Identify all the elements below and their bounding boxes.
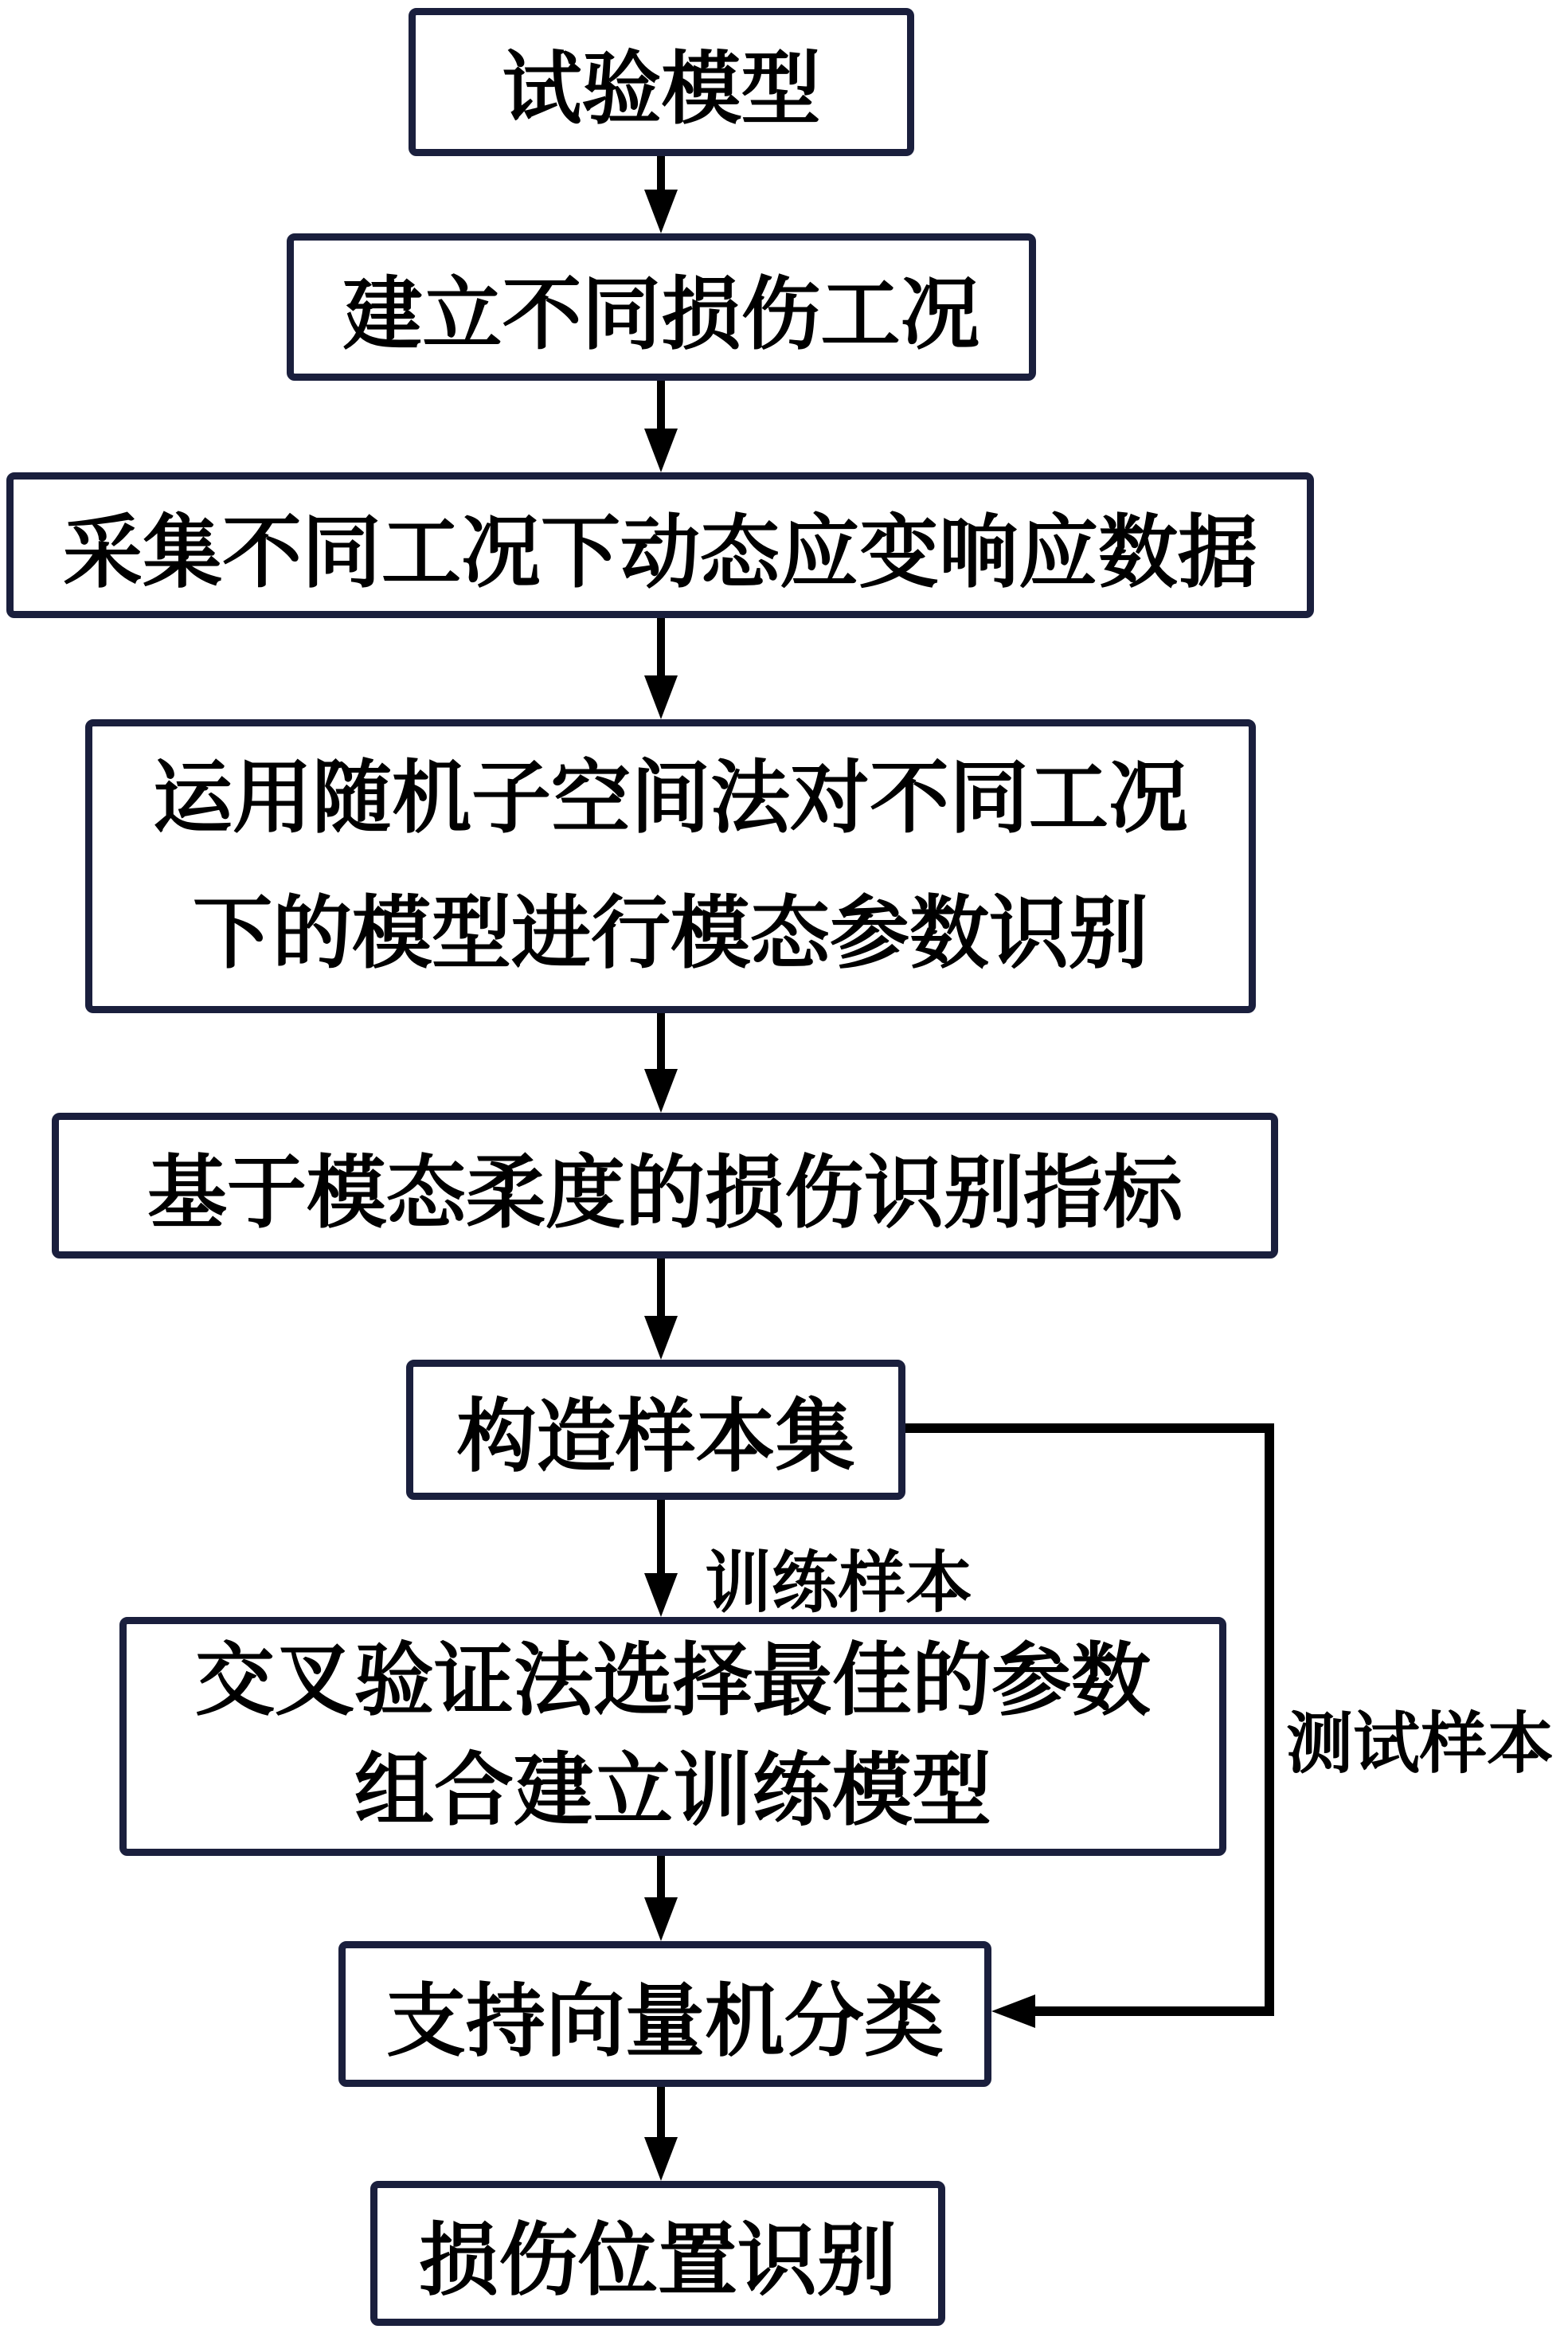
- flow-box-ssi-modal-identification: [85, 719, 1256, 1013]
- flow-box-damage-cases: [287, 233, 1036, 381]
- arrow-shaft-2: [657, 381, 665, 432]
- flow-box-cross-validation-line2: 组合建立训练模型: [354, 1747, 991, 1835]
- flow-box-ssi-line2: 下的模型进行模态参数识别: [193, 889, 1148, 978]
- arrowhead-down-3: [644, 675, 678, 719]
- flow-box-sample-set-label: 构造样本集: [456, 1393, 855, 1482]
- branch-segment-horizontal-bottom: [1034, 2006, 1274, 2016]
- flow-box-sample-set: [406, 1360, 905, 1500]
- flow-box-ssi-line1: 运用随机子空间法对不同工况: [153, 754, 1188, 843]
- branch-segment-horizontal-top: [905, 1423, 1274, 1433]
- arrow-shaft-7: [657, 1856, 665, 1901]
- flow-box-collect-data-label: 采集不同工况下动态应变响应数据: [63, 508, 1257, 597]
- arrowhead-left-into-svm: [991, 1994, 1035, 2028]
- arrow-shaft-3: [657, 618, 665, 679]
- arrowhead-down-4: [644, 1069, 678, 1113]
- flow-box-svm-classification: [338, 1941, 991, 2087]
- flow-box-damage-cases-label: 建立不同损伤工况: [342, 270, 980, 359]
- flow-box-flexibility-index-label: 基于模态柔度的损伤识别指标: [147, 1149, 1183, 1238]
- flow-box-damage-location-label: 损伤位置识别: [419, 2217, 897, 2305]
- arrow-shaft-1: [657, 156, 665, 193]
- arrowhead-down-7: [644, 1897, 678, 1941]
- flow-box-cross-validation: [119, 1617, 1226, 1856]
- arrow-shaft-6: [657, 1500, 665, 1576]
- arrowhead-down-2: [644, 429, 678, 472]
- edge-label-testing-samples: 测试样本: [1286, 1708, 1554, 1782]
- arrow-shaft-5: [657, 1259, 665, 1319]
- flow-box-flexibility-index: [52, 1113, 1278, 1259]
- arrowhead-down-1: [644, 190, 678, 233]
- arrowhead-down-5: [644, 1316, 678, 1360]
- flow-box-svm-classification-label: 支持向量机分类: [386, 1977, 944, 2066]
- arrowhead-down-6: [644, 1573, 678, 1617]
- arrow-shaft-4: [657, 1013, 665, 1072]
- arrow-shaft-8: [657, 2087, 665, 2140]
- flow-box-test-model-label: 试验模型: [502, 45, 821, 134]
- flow-box-cross-validation-line1: 交叉验证法选择最佳的参数: [195, 1637, 1151, 1725]
- edge-label-training-samples: 训练样本: [705, 1547, 973, 1621]
- branch-segment-vertical: [1265, 1423, 1274, 2016]
- flow-box-collect-data: [6, 472, 1314, 618]
- flow-box-test-model: [409, 8, 914, 156]
- arrowhead-down-8: [644, 2137, 678, 2181]
- flow-box-damage-location: [370, 2181, 945, 2326]
